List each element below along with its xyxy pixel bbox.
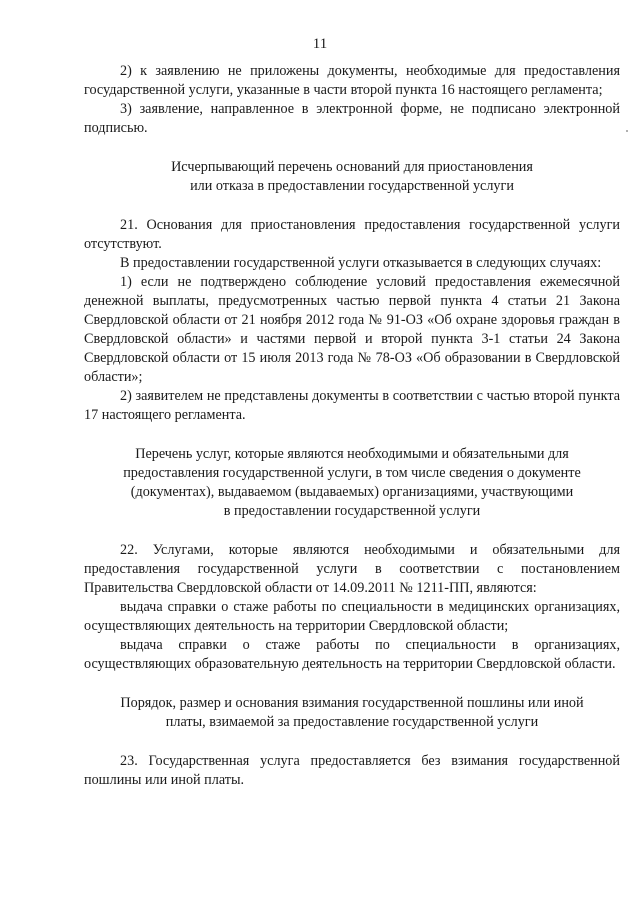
scan-speck (626, 130, 628, 132)
service-item-medical: выдача справки о стаже работы по специальности в медицинских организациях, осуществляющих деятельность на территории Свердловской области; (84, 599, 620, 634)
heading-line: Порядок, размер и основания взимания государственной пошлины или иной (120, 695, 584, 711)
heading-line: в предоставлении государственной услуги (223, 503, 481, 519)
paragraph-item-3: 3) заявление, направленное в электронной форме, не подписано электронной подписью. (84, 101, 620, 136)
paragraph-21: 21. Основания для приостановления предоставления государственной услуги отсутствуют. (84, 217, 620, 252)
refusal-item-2: 2) заявителем не представлены документы в соответствии с частью второй пункта 17 настоящего регламента. (84, 388, 620, 423)
refusal-intro: В предоставлении государственной услуги отказывается в следующих случаях: (120, 255, 602, 271)
heading-line: Перечень услуг, которые являются необходимыми и обязательными для (135, 446, 569, 462)
page-number: 11 (312, 36, 328, 52)
document-body (84, 62, 620, 790)
section-heading-required-services (84, 445, 620, 521)
section-heading-refusal-grounds (84, 158, 620, 196)
section-heading-state-fee (84, 694, 620, 732)
heading-line: предоставления государственной услуги, в том числе сведения о документе (123, 465, 581, 481)
heading-line: или отказа в предоставлении государственной услуги (190, 178, 514, 194)
paragraph-item-2: 2) к заявлению не приложены документы, необходимые для предоставления государственной услуги, указанные в части второй пункта 16 настоящего регламента; (84, 63, 620, 98)
heading-line: (документах), выдаваемом (выдаваемых) организациями, участвующими (130, 484, 574, 500)
heading-line: Исчерпывающий перечень оснований для приостановления (171, 159, 533, 175)
service-item-education: выдача справки о стаже работы по специальности в организациях, осуществляющих образовательную деятельность на территории Свердловской области. (84, 637, 620, 672)
paragraph-22: 22. Услугами, которые являются необходимыми и обязательными для предоставления государственной услуги в соответствии с постановлением Правительства Свердловской области от 14.09.2011 № 1211-ПП, являются: (84, 542, 620, 596)
heading-line: платы, взимаемой за предоставление государственной услуги (165, 714, 539, 730)
refusal-item-1: 1) если не подтверждено соблюдение условий предоставления ежемесячной денежной выплаты, предусмотренных частью первой пункта 4 статьи 21 Закона Свердловской области от 21 ноября 2012 года № 91-ОЗ «Об охране здоровья граждан в Свердловской области» и частями первой и второй пункта 3-1 статьи 24 Закона Свердловской области от 15 июля 2013 года № 78-ОЗ «Об образовании в Свердловской области»; (84, 274, 620, 385)
paragraph-23: 23. Государственная услуга предоставляется без взимания государственной пошлины или иной платы. (84, 753, 620, 788)
